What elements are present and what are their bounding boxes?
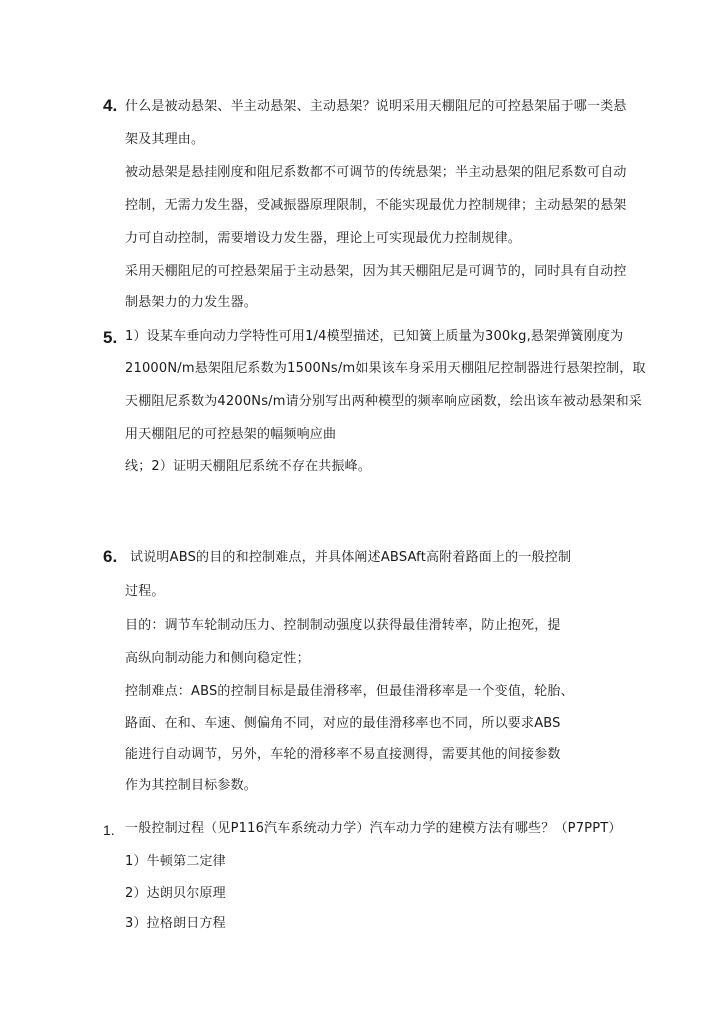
answer-1-line: 1）牛顿第二定律 bbox=[125, 854, 226, 869]
answer-1-line: 3）拉格朗日方程 bbox=[125, 916, 226, 931]
question-5-line: 21000N/m悬架阻尼系数为1500Ns/m如果该车身采用天棚阻尼控制器进行悬架控制，取 bbox=[125, 361, 646, 376]
answer-4-line: 控制，无需力发生器，受减振器原理限制，不能实现最优力控制规律；主动悬架的悬架 bbox=[125, 198, 627, 213]
question-1-number: 1. bbox=[103, 822, 115, 838]
answer-4-line: 制悬架力的力发生器。 bbox=[125, 295, 258, 310]
answer-6-line: 作为其控制目标参数。 bbox=[125, 778, 258, 793]
question-1-line: 一般控制过程（见P116汽车系统动力学）汽车动力学的建模方法有哪些？（P7PPT） bbox=[125, 821, 622, 836]
question-4-line: 什么是被动悬架、半主动悬架、主动悬架？说明采用天棚阻尼的可控悬架届于哪一类悬 bbox=[125, 99, 627, 114]
question-5-line: 线；2）证明天棚阻尼系统不存在共振峰。 bbox=[125, 459, 372, 474]
question-4-line: 架及其理由。 bbox=[125, 132, 205, 147]
question-5-line: 用天棚阻尼的可控悬架的幅频响应曲 bbox=[125, 427, 337, 442]
answer-4-line: 力可自动控制，需要增设力发生器，理论上可实现最优力控制规律。 bbox=[125, 231, 522, 246]
answer-6-line: 控制难点：ABS的控制目标是最佳滑移率，但最佳滑移率是一个变值，轮胎、 bbox=[125, 684, 574, 699]
answer-6-line: 高纵向制动能力和侧向稳定性； bbox=[125, 651, 310, 666]
answer-1-line: 2）达朗贝尔原理 bbox=[125, 886, 226, 901]
answer-6-line: 路面、在和、车速、侧偏角不同，对应的最佳滑移率也不同，所以要求ABS bbox=[125, 716, 561, 731]
question-5-line: 1）设某车垂向动力学特性可用1/4模型描述，已知簧上质量为300kg,悬架弹簧刚度为 bbox=[125, 329, 624, 344]
question-5-line: 天棚阻尼系数为4200Ns/m请分别写出两种模型的频率响应函数，绘出该车被动悬架和采 bbox=[125, 394, 643, 409]
question-6-line: 过程。 bbox=[125, 584, 165, 599]
answer-4-line: 采用天棚阻尼的可控悬架届于主动悬架，因为其天棚阻尼是可调节的，同时具有自动控 bbox=[125, 264, 627, 279]
answer-6-line: 能进行自动调节，另外，车轮的滑移率不易直接测得，需要其他的间接参数 bbox=[125, 747, 561, 762]
answer-6-line: 目的：调节车轮制动压力、控制制动强度以获得最佳滑转率，防止抱死，提 bbox=[125, 618, 561, 633]
question-6-line: 试说明ABS的目的和控制难点，并具体阐述ABSAft高附着路面上的一般控制 bbox=[130, 550, 572, 565]
question-4-number: 4. bbox=[103, 96, 118, 115]
answer-4-line: 被动悬架是悬挂刚度和阻尼系数都不可调节的传统悬架；半主动悬架的阻尼系数可自动 bbox=[125, 165, 627, 180]
question-5-number: 5. bbox=[103, 328, 118, 347]
question-6-number: 6. bbox=[103, 547, 118, 566]
